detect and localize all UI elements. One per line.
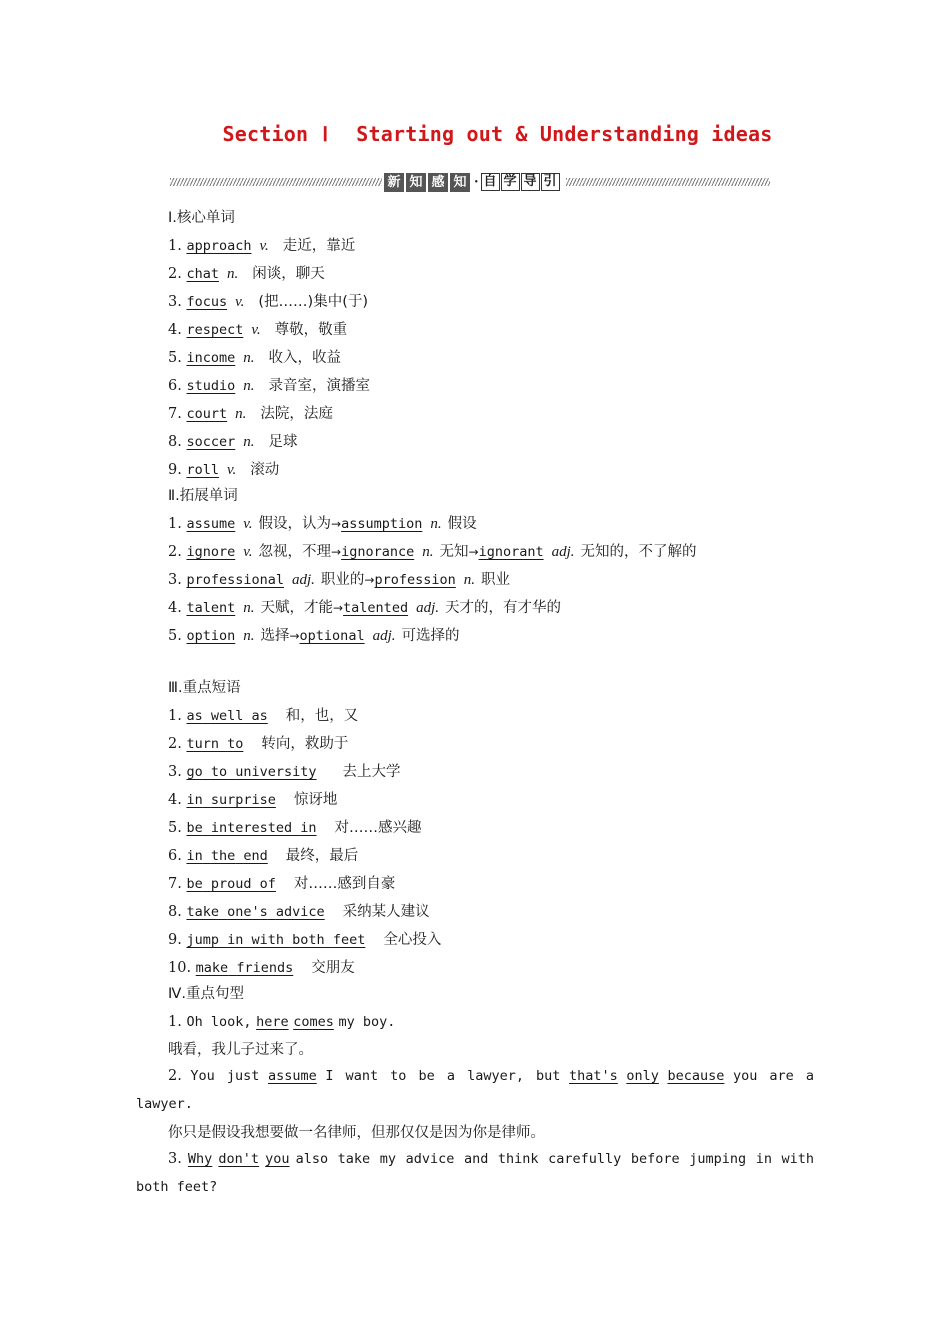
list-item: 2. turn to 转向，救助于: [168, 736, 349, 752]
vocab-word: professional: [186, 572, 284, 588]
sentence-2: 2. You just assume I want to be a lawyer, but that's only because you are a lawyer.: [136, 1068, 815, 1112]
banner-char: 学: [501, 173, 520, 191]
list-item: 6. studio n. 录音室，演播室: [168, 378, 370, 394]
banner-char: 知: [450, 173, 470, 192]
vocab-word: option: [186, 628, 236, 644]
list-item: 5. option n. 选择→optional adj. 可选择的: [168, 628, 460, 644]
list-item: 8. soccer n. 足球: [168, 434, 298, 450]
arrow-icon: →: [468, 545, 479, 559]
banner-badge: [384, 172, 561, 192]
sentence-1-translation: 哦看，我儿子过来了。: [168, 1042, 313, 1058]
banner-char: 感: [428, 173, 448, 192]
vocab-word: soccer: [186, 434, 236, 450]
section-banner: [170, 172, 770, 194]
vocab-word: talented: [343, 600, 409, 616]
arrow-icon: →: [331, 545, 342, 559]
banner-char: 引: [541, 173, 560, 191]
list-item: 9. jump in with both feet 全心投入: [168, 932, 442, 948]
list-item: 4. respect v. 尊敬，敬重: [168, 322, 348, 338]
vocab-word: optional: [299, 628, 365, 644]
sentence-2-translation: 你只是假设我想要做一名律师，但那仅仅是因为你是律师。: [168, 1125, 545, 1141]
extended-words-heading: Ⅱ.拓展单词: [168, 488, 238, 504]
banner-char: 导: [521, 173, 540, 191]
list-item: 10. make friends 交朋友: [168, 960, 355, 976]
list-item: 1. assume v. 假设，认为→assumption n. 假设: [168, 516, 477, 532]
sentences-heading: Ⅳ.重点句型: [168, 986, 244, 1002]
vocab-word: studio: [186, 378, 236, 394]
list-item: 2. ignore v. 忽视，不理→ignorance n. 无知→ignorant adj. 无知的，不了解的: [168, 544, 697, 560]
arrow-icon: →: [364, 573, 375, 587]
vocab-word: assumption: [341, 516, 423, 532]
banner-hatch-right: [566, 178, 770, 186]
list-item: 5. be interested in 对……感兴趣: [168, 820, 422, 836]
phrase: in surprise: [186, 792, 276, 808]
list-item: 3. go to university 去上大学: [168, 764, 401, 780]
banner-char: 知: [406, 173, 426, 192]
vocab-word: income: [186, 350, 236, 366]
list-item: 6. in the end 最终，最后: [168, 848, 359, 864]
list-item: 2. chat n. 闲谈，聊天: [168, 266, 325, 282]
section-numeral: Ⅰ: [322, 122, 329, 146]
list-item: 3. focus v. (把……)集中(于): [168, 294, 369, 310]
list-item: 5. income n. 收入，收益: [168, 350, 341, 366]
vocab-word: assume: [186, 516, 236, 532]
phrase: go to university: [186, 764, 317, 780]
vocab-word: ignorance: [341, 544, 415, 560]
arrow-icon: →: [331, 517, 342, 531]
banner-char: 新: [384, 173, 404, 192]
sentence-3: 3. Why don't you also take my advice and think carefully before jumping in with both feet?: [136, 1151, 815, 1195]
list-item: 3. professional adj. 职业的→profession n. 职业: [168, 572, 511, 588]
vocab-word: chat: [186, 266, 219, 282]
phrase: be proud of: [186, 876, 276, 892]
phrase: jump in with both feet: [186, 932, 366, 948]
phrase: in the end: [186, 848, 268, 864]
banner-char: 自: [481, 173, 500, 191]
banner-hatch-left: [170, 178, 382, 186]
list-item: 1. as well as 和，也，又: [168, 708, 359, 724]
list-item: 7. court n. 法院，法庭: [168, 406, 333, 422]
banner-dot: ·: [474, 174, 479, 190]
vocab-word: profession: [374, 572, 456, 588]
section-heading: Starting out & Understanding ideas: [356, 122, 773, 146]
list-item: 4. in surprise 惊讶地: [168, 792, 338, 808]
vocab-word: respect: [186, 322, 244, 338]
arrow-icon: →: [289, 629, 300, 643]
phrase: as well as: [186, 708, 268, 724]
list-item: 7. be proud of 对……感到自豪: [168, 876, 396, 892]
list-item: 4. talent n. 天赋，才能→talented adj. 天才的，有才华的: [168, 600, 561, 616]
section-label: Section: [222, 122, 309, 146]
phrase: be interested in: [186, 820, 317, 836]
sentence-1: 1. Oh look, here comes my boy.: [168, 1014, 396, 1030]
core-words-heading: Ⅰ.核心单词: [168, 210, 235, 226]
phrase: make friends: [195, 960, 294, 976]
phrase: take one's advice: [186, 904, 325, 920]
section-title: [0, 122, 950, 146]
vocab-word: roll: [186, 462, 219, 478]
phrase: turn to: [186, 736, 244, 752]
vocab-word: focus: [186, 294, 228, 310]
list-item: 9. roll v. 滚动: [168, 462, 280, 478]
arrow-icon: →: [332, 601, 344, 615]
phrases-heading: Ⅲ.重点短语: [168, 680, 241, 696]
list-item: 1. approach v. 走近，靠近: [168, 238, 356, 254]
vocab-word: ignorant: [478, 544, 544, 560]
vocab-word: ignore: [186, 544, 236, 560]
list-item: 8. take one's advice 采纳某人建议: [168, 904, 430, 920]
vocab-word: court: [186, 406, 228, 422]
vocab-word: talent: [186, 600, 236, 616]
vocab-word: approach: [186, 238, 252, 254]
